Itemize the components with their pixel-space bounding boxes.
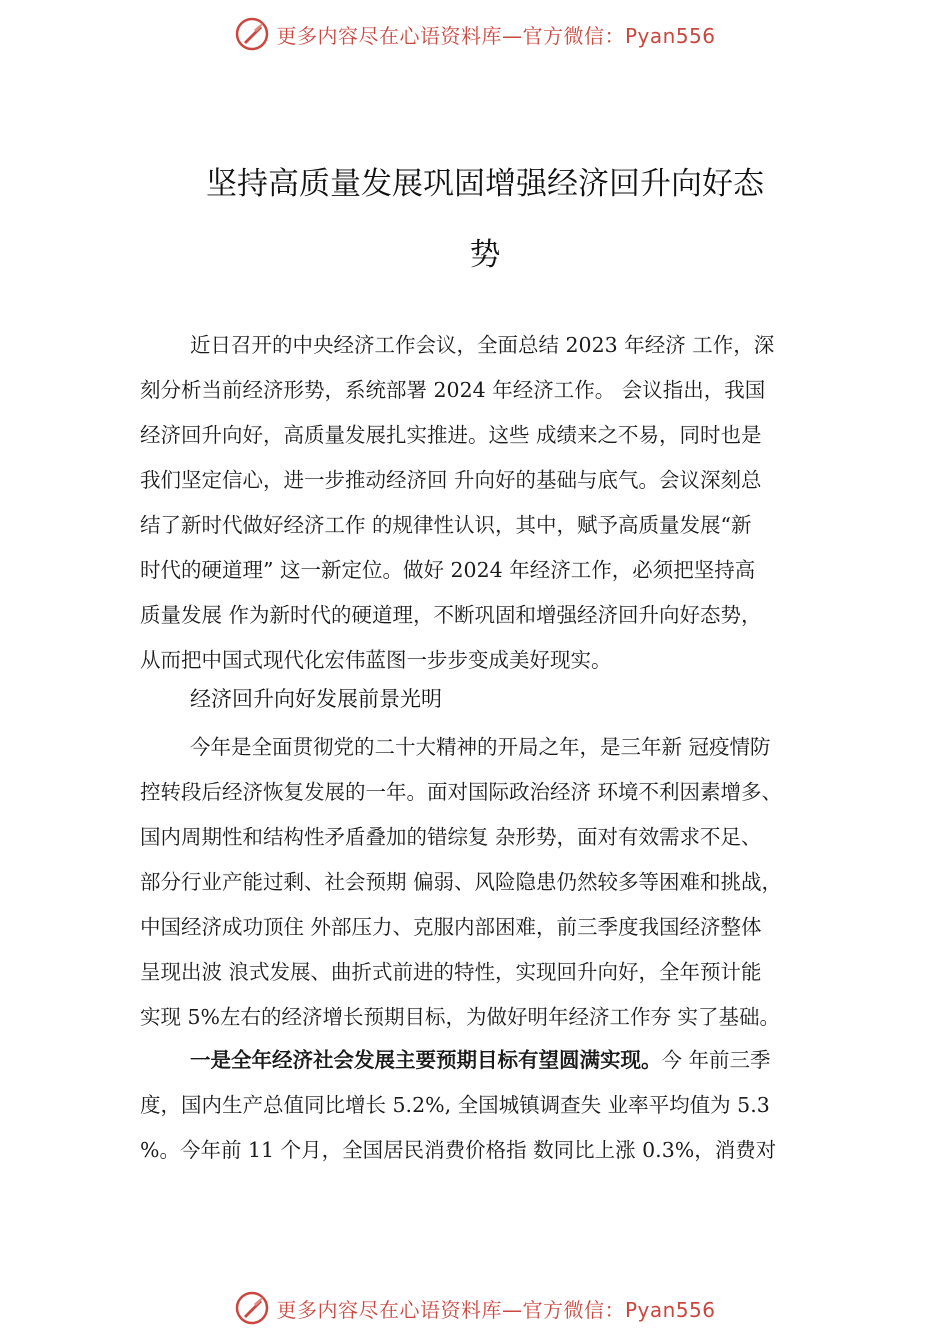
- watermark-text: [276, 20, 715, 49]
- paragraph-1: [140, 323, 832, 683]
- watermark-wechat-id: Pyan556: [624, 23, 716, 48]
- paragraph-line: 近日召开的中央经济工作会议，全面总结 2023 年经济 工作，深: [190, 333, 775, 357]
- paragraph-line: 中国经济成功顶住 外部压力、克服内部困难，前三季度我国经济整体: [140, 915, 762, 939]
- paragraph-line: 经济回升向好，高质量发展扎实推进。这些 成绩来之不易，同时也是: [140, 423, 762, 447]
- quill-seal-icon: [234, 1290, 270, 1326]
- section-heading: 经济回升向好发展前景光明: [190, 687, 442, 711]
- paragraph-line: 结了新时代做好经济工作 的规律性认识，其中，赋予高质量发展“新: [140, 513, 752, 537]
- paragraph-line: %。今年前 11 个月，全国居民消费价格指 数同比上涨 0.3%，消费对: [140, 1138, 777, 1162]
- watermark-dash: —: [501, 1297, 523, 1322]
- paragraph-bold-lead: 一是全年经济社会发展主要预期目标有望圆满实现。: [190, 1048, 662, 1072]
- paragraph-3: [140, 1038, 832, 1173]
- paragraph-line: [140, 1038, 832, 1083]
- paragraph-line: 度，国内生产总值同比增长 5.2%, 全国城镇调查失 业率平均值为 5.3: [140, 1093, 770, 1117]
- paragraph-2: [140, 725, 832, 1040]
- paragraph-line: 实现 5%左右的经济增长预期目标，为做好明年经济工作夯 实了基础。: [140, 1005, 781, 1029]
- paragraph-line: 控转段后经济恢复发展的一年。面对国际政治经济 环境不利因素增多、: [140, 780, 783, 804]
- watermark-footer: [0, 1290, 950, 1326]
- watermark-brand: 更多内容尽在心语资料库: [276, 23, 502, 48]
- watermark-official: 官方微信：: [522, 23, 625, 48]
- watermark-text: [276, 1294, 715, 1323]
- paragraph-line: 国内周期性和结构性矛盾叠加的错综复 杂形势，面对有效需求不足、: [140, 825, 762, 849]
- paragraph-line: 刻分析当前经济形势，系统部署 2024 年经济工作。 会议指出，我国: [140, 378, 766, 402]
- paragraph-line-rest: 今 年前三季: [661, 1048, 771, 1072]
- document-title-line1: 坚持高质量发展巩固增强经济回升向好态: [206, 166, 764, 202]
- watermark-header: [0, 16, 950, 52]
- paragraph-line: 呈现出波 浪式发展、曲折式前进的特性，实现回升向好，全年预计能: [140, 960, 762, 984]
- paragraph-line: 质量发展 作为新时代的硬道理，不断巩固和增强经济回升向好态势，: [140, 603, 762, 627]
- watermark-official: 官方微信：: [522, 1297, 625, 1322]
- document-title-line2: 势: [469, 237, 501, 273]
- paragraph-line: 时代的硬道理” 这一新定位。做好 2024 年经济工作，必须把坚持高: [140, 558, 756, 582]
- watermark-wechat-id: Pyan556: [624, 1297, 716, 1322]
- paragraph-line: 部分行业产能过剩、社会预期 偏弱、风险隐患仍然较多等困难和挑战，: [140, 870, 783, 894]
- paragraph-line: 今年是全面贯彻党的二十大精神的开局之年，是三年新 冠疫情防: [190, 735, 771, 759]
- watermark-dash: —: [501, 23, 523, 48]
- paragraph-line: 我们坚定信心，进一步推动经济回 升向好的基础与底气。会议深刻总: [140, 468, 762, 492]
- watermark-brand: 更多内容尽在心语资料库: [276, 1297, 502, 1322]
- quill-seal-icon: [234, 16, 270, 52]
- paragraph-line: 从而把中国式现代化宏伟蓝图一步步变成美好现实。: [140, 648, 612, 672]
